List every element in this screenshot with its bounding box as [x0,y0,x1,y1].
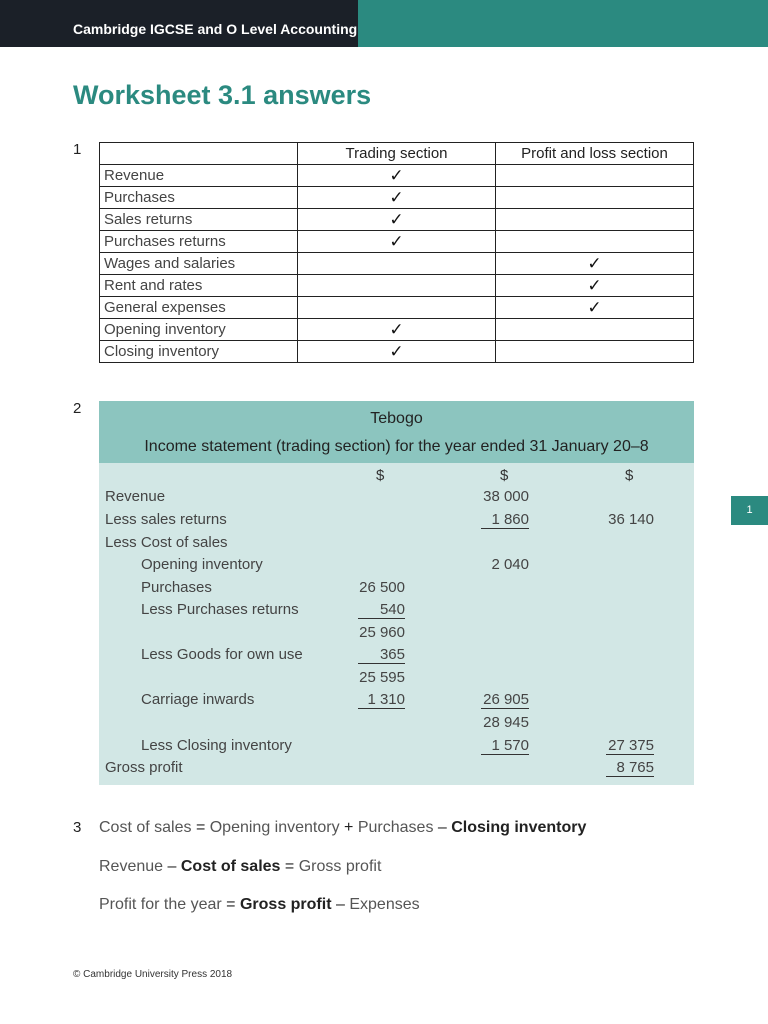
row-label: General expenses [100,297,298,319]
question-number-3: 3 [73,819,82,836]
currency-col-3: $ [625,467,634,484]
table-row [100,209,694,231]
statement-header [99,401,694,463]
answer-term: Cost of sales [180,858,281,875]
closing-inventory-amount: 1 570 [481,737,529,755]
table-row [100,253,694,275]
tick-mark: ✓ [496,253,694,275]
purchases-returns-label: Less Purchases returns [141,601,299,618]
row-label: Closing inventory [100,341,298,363]
revenue-amount: 38 000 [483,488,529,505]
term: Expenses [349,896,420,913]
total-purchases-amount: 26 905 [481,691,529,709]
question-number-2: 2 [73,400,82,417]
term: Cost of sales [99,819,192,836]
own-use-label: Less Goods for own use [141,646,303,663]
net-revenue-amount: 36 140 [608,511,654,528]
tick-mark [298,253,496,275]
tick-mark [496,209,694,231]
table-header-row [100,143,694,165]
term: Gross profit [298,858,382,875]
purchases-returns-amount: 540 [358,601,405,619]
tick-mark: ✓ [298,231,496,253]
formula-profit-for-year [99,896,420,914]
operator: = [226,896,236,913]
tick-mark [298,275,496,297]
currency-col-2: $ [500,467,509,484]
closing-inventory-label: Less Closing inventory [141,737,292,754]
operator: + [344,819,354,836]
subtotal-after-own-use: 25 595 [359,669,405,686]
tick-mark [298,297,496,319]
income-statement [99,401,694,785]
own-use-amount: 365 [358,646,405,664]
tick-mark: ✓ [298,165,496,187]
column-header-trading: Trading section [298,143,496,165]
copyright-footer: © Cambridge University Press 2018 [73,969,233,980]
question-number-1: 1 [73,141,82,158]
table-row [100,187,694,209]
page-number-tab: 1 [731,496,768,525]
page-title: Worksheet 3.1 answers [73,80,372,110]
classification-table [99,142,694,363]
carriage-inwards-label: Carriage inwards [141,691,255,708]
gross-profit-amount: 8 765 [606,759,654,777]
column-header-profit-loss: Profit and loss section [496,143,694,165]
row-label: Revenue [100,165,298,187]
table-row [100,319,694,341]
tick-mark: ✓ [298,341,496,363]
cost-of-sales-label: Less Cost of sales [105,534,228,551]
tick-mark: ✓ [298,187,496,209]
header-bar [0,0,358,47]
table-row [100,275,694,297]
opening-inventory-label: Opening inventory [141,556,263,573]
tick-mark [496,187,694,209]
formula-cost-of-sales [99,819,586,837]
row-label: Sales returns [100,209,298,231]
header-accent [358,0,768,47]
opening-inventory-amount: 2 040 [491,556,529,573]
row-label: Purchases returns [100,231,298,253]
table-row [100,231,694,253]
operator: – [437,819,447,836]
row-label: Rent and rates [100,275,298,297]
term: Profit for the year [99,896,222,913]
purchases-amount: 26 500 [359,579,405,596]
table-row [100,165,694,187]
table-row [100,341,694,363]
carriage-inwards-amount: 1 310 [358,691,405,709]
tick-mark [496,165,694,187]
table-row [100,297,694,319]
term: Opening inventory [209,819,340,836]
tick-mark: ✓ [496,275,694,297]
column-header-blank [100,143,298,165]
tick-mark: ✓ [298,209,496,231]
gross-profit-label: Gross profit [105,759,183,776]
purchases-label: Purchases [141,579,212,596]
revenue-label: Revenue [105,488,166,505]
subtotal-net-purchases: 25 960 [359,624,405,641]
row-label: Opening inventory [100,319,298,341]
operator: – [335,896,345,913]
operator: = [284,858,295,875]
term: Revenue [99,858,164,875]
business-name: Tebogo [370,410,423,427]
tick-mark [496,231,694,253]
operator: – [167,858,177,875]
goods-available-amount: 28 945 [483,714,529,731]
statement-title: Income statement (trading section) for the year ended 31 January 20–8 [144,438,649,455]
row-label: Wages and salaries [100,253,298,275]
answer-term: Closing inventory [451,819,587,836]
tick-mark: ✓ [496,297,694,319]
tick-mark [496,319,694,341]
tick-mark: ✓ [298,319,496,341]
currency-col-1: $ [376,467,385,484]
operator: = [195,819,206,836]
answer-term: Gross profit [239,896,332,913]
row-label: Purchases [100,187,298,209]
cost-of-sales-amount: 27 375 [606,737,654,755]
sales-returns-label: Less sales returns [105,511,227,528]
term: Purchases [357,819,434,836]
sales-returns-amount: 1 860 [481,511,529,529]
formula-gross-profit [99,858,381,876]
book-title: Cambridge IGCSE and O Level Accounting [73,21,358,37]
tick-mark [496,341,694,363]
